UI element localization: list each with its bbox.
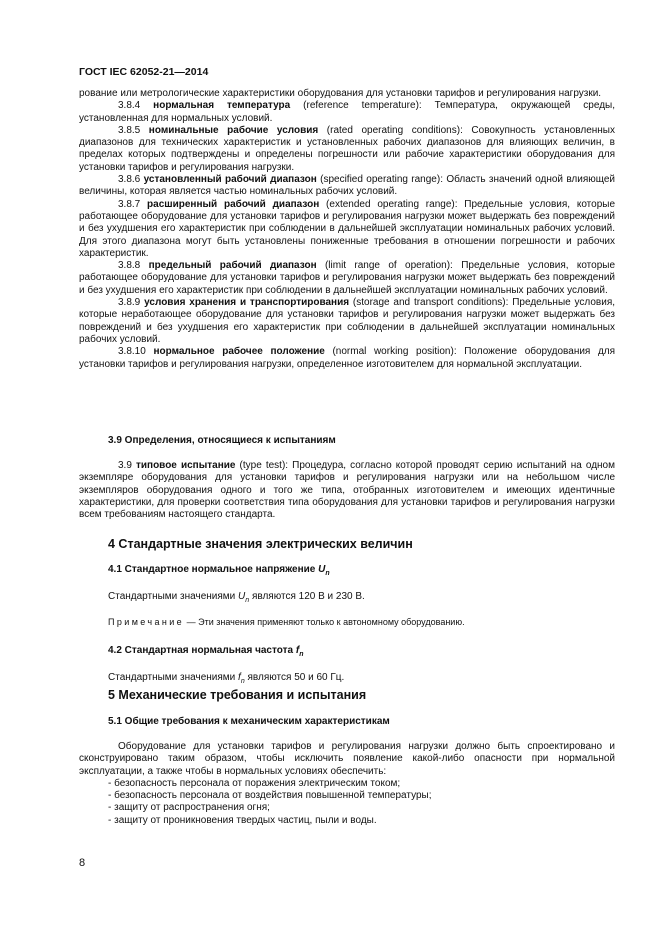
term-definition-3-8-9 xyxy=(79,297,615,346)
term-name: предельный рабочий диапазон xyxy=(148,260,317,272)
symbol-sub: n xyxy=(325,570,330,577)
section-3-9-heading: 3.9 Определения, относящиеся к испытаниям xyxy=(108,435,336,446)
section-5-1-heading: 5.1 Общие требования к механическим характеристикам xyxy=(108,716,390,727)
term-english: (reference temperature): xyxy=(303,100,422,112)
term-name: номинальные рабочие условия xyxy=(148,124,319,136)
symbol-sub: n xyxy=(299,651,304,658)
term-number: 3.8.9 xyxy=(118,297,141,309)
section-4-heading: 4 Стандартные значения электрических величин xyxy=(108,537,413,551)
heading-text: 4.2 Стандартная нормальная частота xyxy=(108,645,294,656)
section-4-1-heading xyxy=(79,564,615,577)
term-definition: Положение оборудования для установки тарифов и регулирования нагрузки, определенное изготовителем для нормальной эксплуатации. xyxy=(79,346,616,370)
term-definition-3-8-4 xyxy=(79,100,615,125)
term-definition-3-8-8 xyxy=(79,260,615,297)
term-definition: Предельные условия, которые работающее оборудование для установки тарифов и регулирования нагрузки может выдержать без повреждений и без ухудшения его характеристик при соблюдении в дальнейшей эксплуатации номинальных рабочих условий. xyxy=(79,260,616,296)
term-3-9 xyxy=(79,460,615,521)
term-english: (normal working position): xyxy=(332,346,457,358)
section-4-2-heading xyxy=(79,645,615,658)
heading-text: 4.1 Стандартное нормальное напряжение xyxy=(108,564,316,575)
symbol-sub: n xyxy=(245,597,250,604)
term-number: 3.8.8 xyxy=(118,260,141,272)
page-number: 8 xyxy=(79,857,86,869)
term-definition-3-8-5 xyxy=(79,125,615,174)
section-5-heading: 5 Механические требования и испытания xyxy=(108,688,367,702)
term-definition: Совокупность установленных диапазонов для технических характеристик и установленных рабочих диапазонов для влияющих величин, в пределах которых подтверждены и определены погрешности или рабочие характеристики оборудования для установки тарифов и регулирования нагрузки. xyxy=(79,124,615,173)
section-3-9 xyxy=(79,435,615,521)
term-definition: Температура, окружающей среды, установленная для нормальных условий. xyxy=(79,100,616,124)
list-item: - безопасность персонала от воздействия повышенной температуры; xyxy=(108,790,432,802)
section-4-1-text xyxy=(79,591,615,604)
term-number: 3.8.10 xyxy=(118,346,146,358)
text-pre: Стандартными значениями xyxy=(108,672,236,683)
symbol-sub: n xyxy=(240,678,245,685)
term-name: расширенный рабочий диапазон xyxy=(147,198,320,210)
continuation-text: рование или метрологические характеристики оборудования для установки тарифов и регулирования нагрузки. xyxy=(79,88,602,99)
term-definition: Процедура, согласно которой проводят серию испытаний на одном экземпляре оборудования для установки тарифов и регулирования нагрузки или на небольшом числе экземпляров оборудования одного и того же типа, отобранных изготовителем и имеющих идентичные характеристики, для проверки соответствия типа оборудования для установки тарифов и регулирования нагрузки всем требованиям настоящего стандарта. xyxy=(79,460,615,521)
term-english: (storage and transport conditions): xyxy=(352,297,509,309)
term-name: нормальное рабочее положение xyxy=(153,346,325,358)
term-number: 3.9 xyxy=(118,460,132,471)
term-english: (extended operating range): xyxy=(326,198,458,210)
terms-block xyxy=(79,88,615,371)
term-english: (specified operating range): xyxy=(320,174,443,186)
term-number: 3.8.5 xyxy=(118,124,141,136)
list-item: - безопасность персонала от поражения электрическим током; xyxy=(108,777,401,789)
term-number: 3.8.4 xyxy=(118,100,141,112)
symbol: f xyxy=(238,672,241,683)
note-label: Примечание xyxy=(108,617,185,627)
term-number: 3.8.6 xyxy=(118,174,141,186)
term-definition-3-8-6 xyxy=(79,174,615,199)
term-definition: Область значений одной влияющей величины, которая является частью номинальных рабочих условий. xyxy=(79,174,616,198)
term-number: 3.8.7 xyxy=(118,198,141,210)
symbol: U xyxy=(238,591,246,602)
list-item: - защиту от проникновения твердых частиц, пыли и воды. xyxy=(108,814,377,826)
symbol: U xyxy=(318,564,326,575)
section-5-1-paragraph: Оборудование для установки тарифов и регулирования нагрузки должно быть спроектировано и сконструировано таким образом, чтобы исключить появление какой-либо опасности при нормальной эксплуатации, а также чтобы в нормальных условиях обеспечить: xyxy=(79,741,615,777)
term-name: установленный рабочий диапазон xyxy=(143,174,317,186)
term-definition-3-8-10 xyxy=(79,346,615,371)
text-post: являются 120 В и 230 В. xyxy=(251,591,365,602)
note-text: — Эти значения применяют только к автономному оборудованию. xyxy=(186,617,465,627)
term-name: типовое испытание xyxy=(135,460,236,471)
text-post: являются 50 и 60 Гц. xyxy=(247,672,345,683)
section-5 xyxy=(79,688,615,827)
symbol: f xyxy=(295,645,300,656)
section-4 xyxy=(79,537,615,685)
term-name: условия хранения и транспортирования xyxy=(144,297,350,309)
term-english: (type test): xyxy=(239,460,289,471)
list-item: - защиту от распространения огня; xyxy=(108,802,270,814)
section-4-2-text xyxy=(79,672,615,685)
term-definition-3-8-7 xyxy=(79,199,615,260)
term-name: нормальная температура xyxy=(153,100,291,112)
document-header: ГОСТ IEC 62052-21—2014 xyxy=(79,66,209,78)
text-pre: Стандартными значениями xyxy=(108,591,236,602)
note xyxy=(79,617,615,627)
term-english: (limit range of operation): xyxy=(324,260,453,272)
term-definition: Предельные условия, которые работающее оборудование для установки тарифов и регулирования нагрузки может выдержать без повреждений и без ухудшения его характеристик при соблюдении в дальнейшей эксплуатации номинальных рабочих условий. Для этого диапазона могут быть установлены пониженные требования в отношении погрешности и рабочих характеристик. xyxy=(79,198,616,259)
term-definition: Предельные условия, которые неработающее оборудование для установки тарифов и регулирования нагрузки может выдержать без повреждений и без ухудшения его характеристик при соблюдении в дальнейшей эксплуатации номинальных рабочих условий. xyxy=(79,297,616,345)
term-english: (rated operating conditions): xyxy=(326,124,463,136)
